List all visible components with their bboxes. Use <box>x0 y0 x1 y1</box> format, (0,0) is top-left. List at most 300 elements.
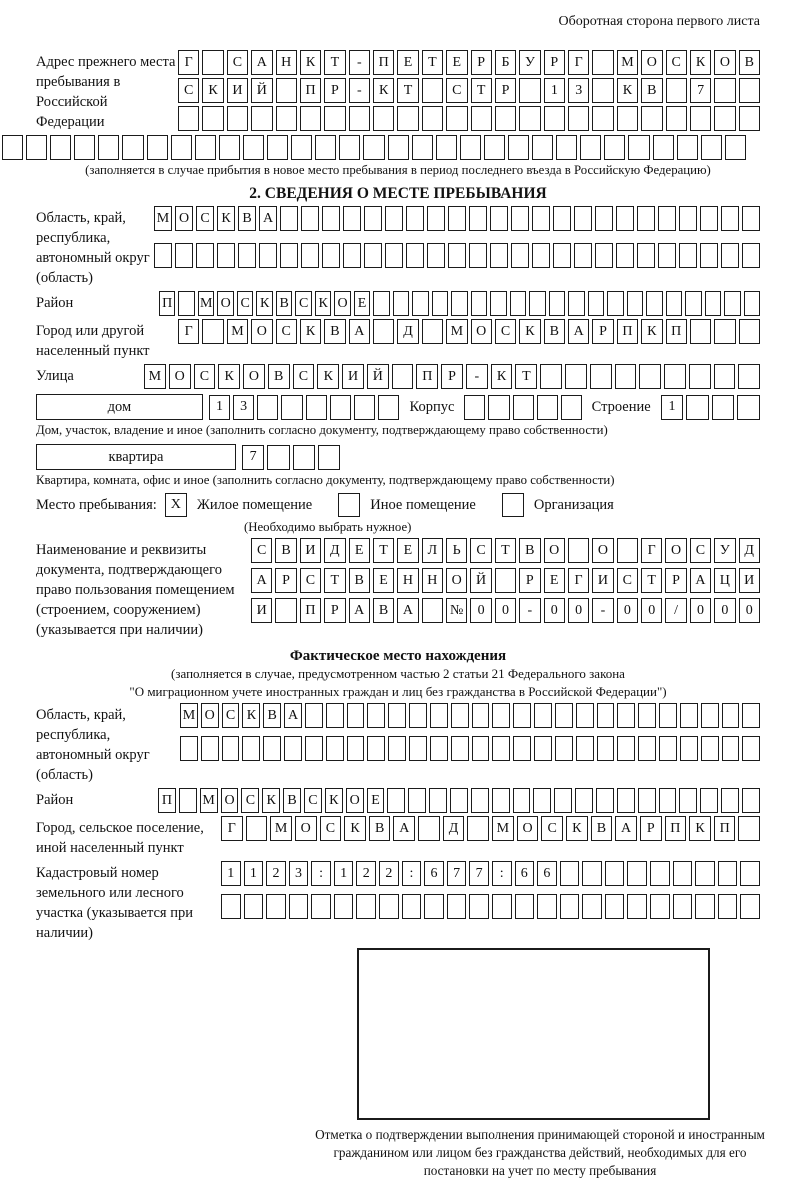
char-cell[interactable]: 3 <box>233 395 254 420</box>
char-cell[interactable] <box>427 206 445 231</box>
char-cell[interactable] <box>680 703 698 728</box>
char-cell[interactable] <box>576 736 594 761</box>
char-cell[interactable] <box>432 291 448 316</box>
checkbox-organization[interactable] <box>502 493 524 517</box>
char-cell[interactable] <box>532 135 553 160</box>
char-cell[interactable] <box>561 395 582 420</box>
char-cell[interactable] <box>284 736 302 761</box>
char-cell[interactable] <box>575 788 593 813</box>
char-cell[interactable] <box>627 894 647 919</box>
char-cell[interactable] <box>472 736 490 761</box>
char-cell[interactable] <box>222 736 240 761</box>
char-cell[interactable] <box>246 816 268 841</box>
char-cell[interactable]: Д <box>324 538 345 563</box>
char-cell[interactable] <box>324 106 345 131</box>
char-cell[interactable]: М <box>154 206 172 231</box>
char-cell[interactable] <box>739 106 760 131</box>
char-cell[interactable]: К <box>256 291 272 316</box>
char-cell[interactable]: К <box>300 319 321 344</box>
char-cell[interactable]: 7 <box>690 78 711 103</box>
char-cell[interactable] <box>301 206 319 231</box>
char-cell[interactable] <box>718 861 738 886</box>
char-cell[interactable]: А <box>393 816 415 841</box>
char-cell[interactable] <box>446 106 467 131</box>
char-cell[interactable]: / <box>665 598 686 623</box>
char-cell[interactable]: В <box>369 816 391 841</box>
char-cell[interactable]: 2 <box>356 861 376 886</box>
char-cell[interactable]: П <box>714 816 736 841</box>
char-cell[interactable]: - <box>349 50 370 75</box>
char-cell[interactable] <box>680 736 698 761</box>
char-cell[interactable] <box>679 206 697 231</box>
char-cell[interactable] <box>490 243 508 268</box>
char-cell[interactable] <box>393 291 409 316</box>
char-cell[interactable] <box>637 206 655 231</box>
document-row-2[interactable] <box>251 568 760 593</box>
char-cell[interactable]: К <box>566 816 588 841</box>
char-cell[interactable]: Т <box>515 364 537 389</box>
char-cell[interactable] <box>701 135 722 160</box>
char-cell[interactable] <box>576 703 594 728</box>
char-cell[interactable]: Р <box>324 598 345 623</box>
char-cell[interactable] <box>385 206 403 231</box>
char-cell[interactable] <box>430 736 448 761</box>
char-cell[interactable]: С <box>495 319 516 344</box>
char-cell[interactable] <box>534 736 552 761</box>
char-cell[interactable] <box>492 736 510 761</box>
char-cell[interactable] <box>467 816 489 841</box>
char-cell[interactable] <box>650 894 670 919</box>
char-cell[interactable]: 6 <box>515 861 535 886</box>
char-cell[interactable] <box>739 319 760 344</box>
char-cell[interactable] <box>154 243 172 268</box>
char-cell[interactable] <box>658 243 676 268</box>
char-cell[interactable] <box>74 135 95 160</box>
char-cell[interactable] <box>617 538 638 563</box>
char-cell[interactable]: С <box>666 50 687 75</box>
char-cell[interactable]: 1 <box>544 78 565 103</box>
char-cell[interactable]: 2 <box>379 861 399 886</box>
char-cell[interactable]: К <box>519 319 540 344</box>
char-cell[interactable]: В <box>591 816 613 841</box>
char-cell[interactable]: 1 <box>209 395 230 420</box>
char-cell[interactable]: М <box>492 816 514 841</box>
char-cell[interactable]: А <box>284 703 302 728</box>
char-cell[interactable] <box>180 736 198 761</box>
char-cell[interactable]: К <box>217 206 235 231</box>
char-cell[interactable] <box>532 206 550 231</box>
char-cell[interactable]: О <box>169 364 191 389</box>
char-cell[interactable]: Й <box>367 364 389 389</box>
char-cell[interactable] <box>597 703 615 728</box>
char-cell[interactable] <box>471 788 489 813</box>
char-cell[interactable] <box>666 291 682 316</box>
char-cell[interactable] <box>519 78 540 103</box>
char-cell[interactable]: П <box>158 788 176 813</box>
char-cell[interactable]: Г <box>221 816 243 841</box>
char-cell[interactable] <box>330 395 351 420</box>
char-cell[interactable] <box>373 319 394 344</box>
char-cell[interactable] <box>695 861 715 886</box>
char-cell[interactable] <box>334 894 354 919</box>
char-cell[interactable]: Т <box>471 78 492 103</box>
char-cell[interactable] <box>737 395 760 420</box>
char-cell[interactable]: М <box>446 319 467 344</box>
char-cell[interactable]: М <box>617 50 638 75</box>
char-cell[interactable]: 0 <box>739 598 760 623</box>
char-cell[interactable]: С <box>446 78 467 103</box>
char-cell[interactable] <box>378 395 399 420</box>
char-cell[interactable] <box>714 364 736 389</box>
char-cell[interactable] <box>617 106 638 131</box>
char-cell[interactable] <box>281 395 302 420</box>
char-cell[interactable]: М <box>200 788 218 813</box>
char-cell[interactable] <box>616 206 634 231</box>
char-cell[interactable]: Е <box>354 291 370 316</box>
char-cell[interactable] <box>409 736 427 761</box>
char-cell[interactable]: К <box>202 78 223 103</box>
char-cell[interactable] <box>617 703 635 728</box>
char-cell[interactable]: И <box>251 598 272 623</box>
char-cell[interactable]: С <box>541 816 563 841</box>
char-cell[interactable] <box>495 568 516 593</box>
char-cell[interactable]: В <box>641 78 662 103</box>
char-cell[interactable] <box>617 736 635 761</box>
char-cell[interactable]: О <box>665 538 686 563</box>
char-cell[interactable] <box>469 894 489 919</box>
char-cell[interactable] <box>427 243 445 268</box>
char-cell[interactable]: В <box>283 788 301 813</box>
char-cell[interactable] <box>263 736 281 761</box>
char-cell[interactable]: И <box>342 364 364 389</box>
char-cell[interactable]: М <box>198 291 214 316</box>
char-cell[interactable] <box>700 243 718 268</box>
char-cell[interactable]: К <box>242 703 260 728</box>
char-cell[interactable] <box>638 788 656 813</box>
char-cell[interactable] <box>490 206 508 231</box>
char-cell[interactable] <box>305 703 323 728</box>
char-cell[interactable] <box>510 291 526 316</box>
char-cell[interactable]: Н <box>422 568 443 593</box>
char-cell[interactable]: О <box>217 291 233 316</box>
char-cell[interactable]: А <box>690 568 711 593</box>
char-cell[interactable]: К <box>218 364 240 389</box>
char-cell[interactable] <box>326 736 344 761</box>
char-cell[interactable] <box>339 135 360 160</box>
char-cell[interactable]: Ь <box>446 538 467 563</box>
char-cell[interactable] <box>742 243 760 268</box>
char-cell[interactable]: О <box>471 319 492 344</box>
char-cell[interactable]: Г <box>178 319 199 344</box>
char-cell[interactable] <box>628 135 649 160</box>
char-cell[interactable]: С <box>222 703 240 728</box>
char-cell[interactable]: Т <box>397 78 418 103</box>
char-cell[interactable]: К <box>300 50 321 75</box>
char-cell[interactable]: Р <box>495 78 516 103</box>
char-cell[interactable] <box>492 894 512 919</box>
prev-address-row-3[interactable] <box>178 106 760 131</box>
char-cell[interactable]: Р <box>592 319 613 344</box>
char-cell[interactable] <box>742 206 760 231</box>
char-cell[interactable] <box>280 243 298 268</box>
char-cell[interactable]: 0 <box>714 598 735 623</box>
char-cell[interactable]: С <box>237 291 253 316</box>
char-cell[interactable]: Е <box>446 50 467 75</box>
char-cell[interactable] <box>244 894 264 919</box>
char-cell[interactable] <box>460 135 481 160</box>
char-cell[interactable] <box>267 135 288 160</box>
char-cell[interactable]: 2 <box>266 861 286 886</box>
char-cell[interactable] <box>98 135 119 160</box>
char-cell[interactable]: О <box>346 788 364 813</box>
char-cell[interactable] <box>251 106 272 131</box>
char-cell[interactable] <box>604 135 625 160</box>
char-cell[interactable] <box>322 206 340 231</box>
char-cell[interactable] <box>549 291 565 316</box>
char-cell[interactable] <box>590 364 612 389</box>
char-cell[interactable] <box>508 135 529 160</box>
char-cell[interactable]: С <box>251 538 272 563</box>
cadastral-row-2[interactable] <box>221 894 760 919</box>
char-cell[interactable]: П <box>665 816 687 841</box>
char-cell[interactable]: О <box>334 291 350 316</box>
char-cell[interactable] <box>418 816 440 841</box>
char-cell[interactable] <box>178 291 194 316</box>
char-cell[interactable] <box>196 243 214 268</box>
char-cell[interactable]: И <box>300 538 321 563</box>
char-cell[interactable]: Т <box>422 50 443 75</box>
char-cell[interactable] <box>721 788 739 813</box>
char-cell[interactable] <box>447 894 467 919</box>
char-cell[interactable] <box>553 206 571 231</box>
char-cell[interactable] <box>175 243 193 268</box>
char-cell[interactable] <box>202 50 223 75</box>
char-cell[interactable] <box>666 106 687 131</box>
char-cell[interactable] <box>217 243 235 268</box>
char-cell[interactable] <box>553 243 571 268</box>
char-cell[interactable] <box>582 861 602 886</box>
char-cell[interactable] <box>568 538 589 563</box>
char-cell[interactable] <box>673 861 693 886</box>
char-cell[interactable]: 0 <box>544 598 565 623</box>
char-cell[interactable]: А <box>259 206 277 231</box>
char-cell[interactable] <box>275 598 296 623</box>
char-cell[interactable]: О <box>517 816 539 841</box>
char-cell[interactable] <box>202 106 223 131</box>
char-cell[interactable]: - <box>592 598 613 623</box>
char-cell[interactable]: Б <box>495 50 516 75</box>
char-cell[interactable] <box>2 135 23 160</box>
char-cell[interactable]: С <box>293 364 315 389</box>
char-cell[interactable] <box>347 736 365 761</box>
char-cell[interactable]: О <box>221 788 239 813</box>
char-cell[interactable]: 0 <box>617 598 638 623</box>
char-cell[interactable] <box>700 788 718 813</box>
char-cell[interactable] <box>343 243 361 268</box>
char-cell[interactable] <box>605 861 625 886</box>
char-cell[interactable] <box>238 243 256 268</box>
char-cell[interactable]: К <box>689 816 711 841</box>
char-cell[interactable] <box>659 736 677 761</box>
street-row[interactable] <box>144 364 760 389</box>
char-cell[interactable] <box>436 135 457 160</box>
char-cell[interactable] <box>725 135 746 160</box>
char-cell[interactable]: В <box>349 568 370 593</box>
char-cell[interactable]: С <box>690 538 711 563</box>
char-cell[interactable]: 0 <box>470 598 491 623</box>
char-cell[interactable] <box>740 894 760 919</box>
region-row-1[interactable] <box>154 206 760 231</box>
char-cell[interactable]: - <box>349 78 370 103</box>
char-cell[interactable] <box>580 135 601 160</box>
char-cell[interactable] <box>412 291 428 316</box>
char-cell[interactable] <box>537 894 557 919</box>
char-cell[interactable] <box>724 291 740 316</box>
char-cell[interactable]: Г <box>641 538 662 563</box>
char-cell[interactable] <box>318 445 340 470</box>
char-cell[interactable]: О <box>201 703 219 728</box>
char-cell[interactable] <box>513 395 534 420</box>
char-cell[interactable] <box>293 445 315 470</box>
char-cell[interactable] <box>679 788 697 813</box>
char-cell[interactable] <box>595 243 613 268</box>
char-cell[interactable] <box>529 291 545 316</box>
char-cell[interactable] <box>50 135 71 160</box>
char-cell[interactable] <box>266 894 286 919</box>
char-cell[interactable] <box>534 703 552 728</box>
char-cell[interactable] <box>179 788 197 813</box>
char-cell[interactable] <box>364 243 382 268</box>
char-cell[interactable] <box>722 703 740 728</box>
char-cell[interactable] <box>422 78 443 103</box>
char-cell[interactable]: В <box>268 364 290 389</box>
char-cell[interactable] <box>646 291 662 316</box>
char-cell[interactable] <box>511 243 529 268</box>
char-cell[interactable] <box>469 243 487 268</box>
char-cell[interactable] <box>742 788 760 813</box>
char-cell[interactable]: Г <box>568 568 589 593</box>
char-cell[interactable] <box>695 894 715 919</box>
char-cell[interactable]: 1 <box>221 861 241 886</box>
char-cell[interactable] <box>195 135 216 160</box>
document-row-1[interactable] <box>251 538 760 563</box>
char-cell[interactable] <box>679 243 697 268</box>
char-cell[interactable] <box>701 736 719 761</box>
char-cell[interactable]: 1 <box>661 395 684 420</box>
char-cell[interactable] <box>373 106 394 131</box>
char-cell[interactable] <box>373 291 389 316</box>
char-cell[interactable]: Е <box>373 568 394 593</box>
char-cell[interactable] <box>537 395 558 420</box>
char-cell[interactable]: О <box>641 50 662 75</box>
char-cell[interactable] <box>291 135 312 160</box>
char-cell[interactable] <box>392 364 414 389</box>
char-cell[interactable]: Ц <box>714 568 735 593</box>
char-cell[interactable] <box>326 703 344 728</box>
char-cell[interactable] <box>714 106 735 131</box>
char-cell[interactable] <box>311 894 331 919</box>
char-cell[interactable]: Е <box>349 538 370 563</box>
char-cell[interactable]: В <box>544 319 565 344</box>
korpus-row[interactable] <box>464 395 581 420</box>
char-cell[interactable] <box>597 736 615 761</box>
char-cell[interactable]: Р <box>640 816 662 841</box>
char-cell[interactable] <box>588 291 604 316</box>
char-cell[interactable] <box>397 106 418 131</box>
char-cell[interactable] <box>385 243 403 268</box>
char-cell[interactable] <box>450 788 468 813</box>
char-cell[interactable] <box>424 894 444 919</box>
char-cell[interactable] <box>388 736 406 761</box>
char-cell[interactable]: П <box>300 598 321 623</box>
char-cell[interactable]: 0 <box>568 598 589 623</box>
char-cell[interactable] <box>718 894 738 919</box>
char-cell[interactable]: Д <box>443 816 465 841</box>
char-cell[interactable]: В <box>238 206 256 231</box>
char-cell[interactable]: В <box>263 703 281 728</box>
char-cell[interactable] <box>276 78 297 103</box>
char-cell[interactable] <box>406 206 424 231</box>
char-cell[interactable] <box>402 894 422 919</box>
char-cell[interactable] <box>178 106 199 131</box>
char-cell[interactable] <box>276 106 297 131</box>
cadastral-row-1[interactable] <box>221 861 760 886</box>
char-cell[interactable]: Р <box>275 568 296 593</box>
char-cell[interactable] <box>354 395 375 420</box>
char-cell[interactable] <box>666 78 687 103</box>
char-cell[interactable]: О <box>295 816 317 841</box>
char-cell[interactable] <box>690 319 711 344</box>
char-cell[interactable]: Р <box>471 50 492 75</box>
char-cell[interactable] <box>689 364 711 389</box>
char-cell[interactable] <box>677 135 698 160</box>
char-cell[interactable]: К <box>317 364 339 389</box>
char-cell[interactable] <box>347 703 365 728</box>
char-cell[interactable] <box>627 291 643 316</box>
char-cell[interactable]: Т <box>641 568 662 593</box>
char-cell[interactable]: С <box>295 291 311 316</box>
char-cell[interactable] <box>617 788 635 813</box>
actual-region-row-2[interactable] <box>180 736 760 761</box>
char-cell[interactable]: : <box>492 861 512 886</box>
char-cell[interactable]: О <box>544 538 565 563</box>
actual-region-row-1[interactable] <box>180 703 760 728</box>
char-cell[interactable] <box>469 206 487 231</box>
char-cell[interactable] <box>639 364 661 389</box>
char-cell[interactable]: М <box>227 319 248 344</box>
char-cell[interactable]: 1 <box>334 861 354 886</box>
char-cell[interactable] <box>722 736 740 761</box>
char-cell[interactable]: С <box>617 568 638 593</box>
char-cell[interactable] <box>492 788 510 813</box>
apartment-row[interactable] <box>242 445 340 470</box>
char-cell[interactable] <box>742 703 760 728</box>
char-cell[interactable]: А <box>349 598 370 623</box>
char-cell[interactable]: Д <box>739 538 760 563</box>
char-cell[interactable]: Р <box>519 568 540 593</box>
char-cell[interactable]: 6 <box>537 861 557 886</box>
char-cell[interactable]: И <box>592 568 613 593</box>
char-cell[interactable]: О <box>446 568 467 593</box>
char-cell[interactable]: В <box>373 598 394 623</box>
char-cell[interactable] <box>513 788 531 813</box>
char-cell[interactable]: С <box>194 364 216 389</box>
char-cell[interactable] <box>322 243 340 268</box>
char-cell[interactable] <box>515 894 535 919</box>
char-cell[interactable]: К <box>641 319 662 344</box>
stroenie-row[interactable] <box>661 395 760 420</box>
char-cell[interactable] <box>471 291 487 316</box>
